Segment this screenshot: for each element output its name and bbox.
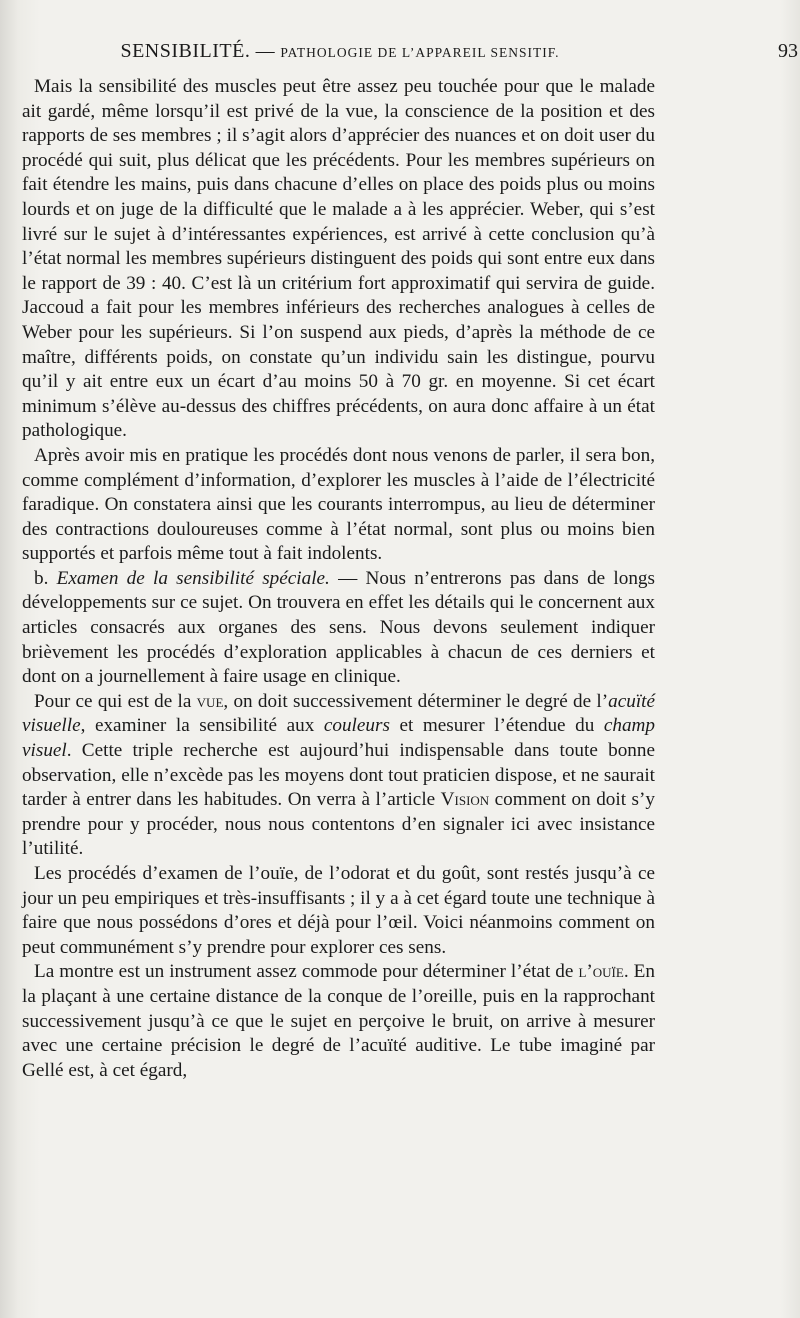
body-text — [22, 75, 655, 1083]
term-couleurs: couleurs — [323, 715, 390, 737]
section-label: b. — [34, 567, 49, 589]
text-fragment: Pour ce qui est de la — [34, 690, 197, 712]
term-champ-visuel: champ visuel — [22, 715, 655, 762]
section-heading: Examen de la sensibilité spéciale. — [56, 567, 330, 589]
running-header — [20, 40, 660, 70]
term-vision-article: Vision — [440, 789, 490, 811]
text-fragment: , on doit successivement déterminer le degré de l’ — [223, 690, 609, 712]
header-dash: — — [255, 41, 276, 62]
paragraph-hearing — [22, 960, 655, 1083]
page-number: 93 — [778, 40, 798, 62]
paragraph-text: — Nous n’entrerons pas dans de longs développements sur ce sujet. On trouvera en effet les détails qui le concernent aux articles consacrés aux organes des sens. Nous devons seulement indiquer brièvement les procédés d’exploration applicables à chacun de ces derniers et dont on a journellement à faire usage en clinique. — [22, 567, 655, 688]
paragraph-faradic-electricity: Après avoir mis en pratique les procédés dont nous venons de parler, il sera bon, comme complément d’information, d’explorer les muscles à l’aide de l’électricité faradique. On constatera ainsi que les courants interrompus, au lieu de déterminer des contractions douloureuses comme à l’état normal, sont plus ou moins bien supportés et parfois même tout à fait indolents. — [22, 444, 655, 565]
paragraph-other-senses: Les procédés d’examen de l’ouïe, de l’odorat et du goût, sont restés jusqu’à ce jour un peu empiriques et très-insuffisants ; il y a à cet égard toute une technique à faire que nous possédons d’ores et déjà pour l’œil. Voici néanmoins comment on peut communément s’y prendre pour explorer ces sens. — [22, 863, 655, 958]
term-acuite-visuelle: acuïté visuelle — [22, 690, 655, 737]
running-head-text — [20, 40, 660, 63]
text-fragment: . En la plaçant à une certaine distance de la conque de l’oreille, puis en la rapprochant successivement jusqu’à ce que le sujet en perçoive le bruit, on arrive à mesurer avec une certaine précision le degré de l’acuïté auditive. Le tube imaginé par Gellé est, à cet égard, — [22, 961, 655, 1081]
text-fragment: La montre est un instrument assez commode pour déterminer l’état de — [34, 961, 579, 983]
text-fragment: . Cette triple recherche est aujourd’hui indispensable dans toute bonne observation, elle n’excède pas les moyens dont tout praticien dispose, et ne saurait tarder à entrer dans les habitudes. On verra à l’article — [22, 740, 655, 811]
chapter-title: SENSIBILITÉ. — [120, 40, 251, 62]
paragraph-vision — [22, 690, 655, 862]
paragraph-muscle-sensibility: Mais la sensibilité des muscles peut être assez peu touchée pour que le malade ait gardé, même lorsqu’il est privé de la vue, la conscience de la position et des rapports de ses membres ; il s’agit alors d’apprécier des nuances et on doit user du procédé qui suit, plus délicat que les précédents. Pour les membres supérieurs on fait étendre les mains, puis dans chacune d’elles on place des poids plus ou moins lourds et on juge de la difficulté que le malade a à les apprécier. Weber, qui s’est livré sur le sujet à d’intéressantes expériences, est arrivé à cette conclusion qu’à l’état normal les membres supérieurs distinguent des poids qui sont entre eux dans le rapport de 39 : 40. C’est là un critérium fort approximatif qui servira de guide. Jaccoud a fait pour les membres inférieurs des recherches analogues à celles de Weber pour les supérieurs. Si l’on suspend aux pieds, d’après la méthode de ce maître, différents poids, on constate qu’un individu sain les distingue, pourvu qu’il y ait entre eux un écart d’au moins 50 à 70 gr. en moyenne. Si cet écart minimum s’élève au-dessus des chiffres précédents, on aura donc affaire à un état pathologique. — [22, 76, 655, 442]
term-ouie: l’ouïe — [578, 961, 624, 983]
text-fragment: et mesurer l’étendue du — [389, 715, 604, 737]
text-fragment: comment on doit s’y prendre pour y procéder, nous nous contentons d’en signaler ici avec insistance l’utilité. — [22, 789, 655, 860]
section-title: PATHOLOGIE DE L’APPAREIL SENSITIF. — [280, 45, 560, 60]
text-fragment: , examiner la sensibilité aux — [80, 715, 324, 737]
paragraph-special-sensibility — [22, 567, 655, 690]
term-vue: vue — [196, 690, 224, 712]
